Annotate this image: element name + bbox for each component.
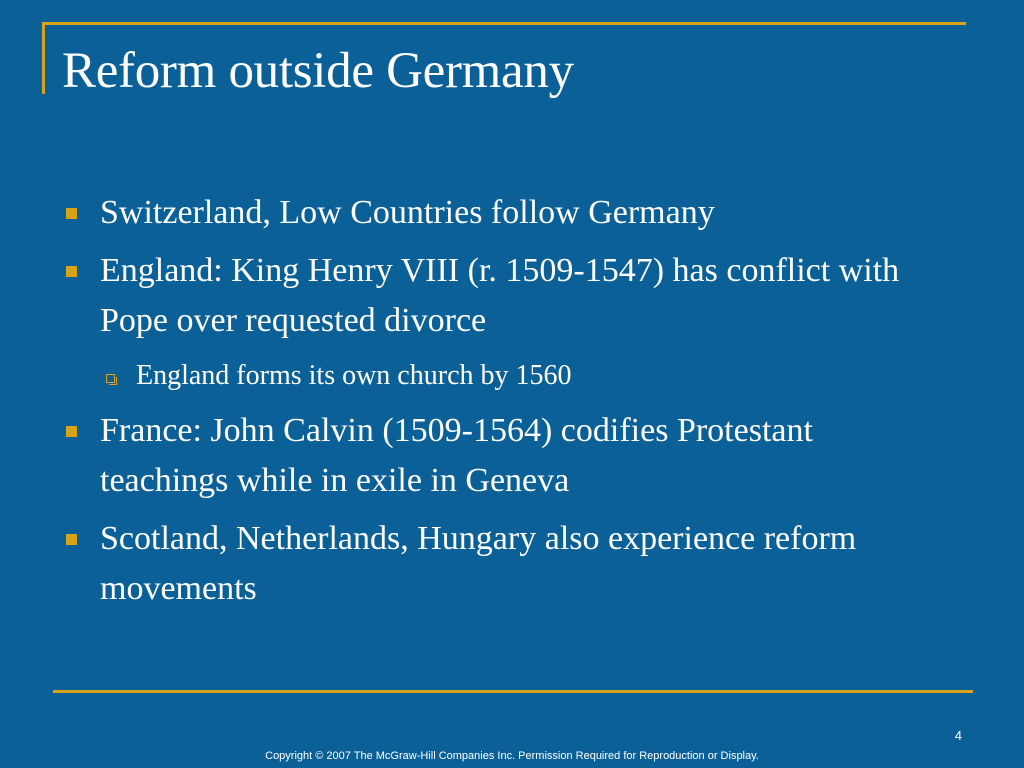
frame-top-rule	[42, 22, 966, 25]
page-number: 4	[954, 728, 962, 743]
footer-rule	[53, 690, 973, 693]
bullet-text: Switzerland, Low Countries follow Germany	[100, 194, 715, 231]
slide-title: Reform outside Germany	[62, 43, 574, 99]
bullet-item	[62, 406, 942, 506]
sub-bullet-text: England forms its own church by 1560	[136, 360, 572, 391]
square-bullet-icon	[66, 534, 77, 545]
copyright-notice: Copyright © 2007 The McGraw-Hill Companies Inc. Permission Required for Reproduction or Display.	[265, 750, 759, 762]
square-bullet-icon	[66, 426, 77, 437]
bullet-item	[62, 246, 942, 346]
square-bullet-icon	[66, 266, 77, 277]
square-bullet-icon	[66, 208, 77, 219]
bullet-text: France: John Calvin (1509-1564) codifies Protestant teachings while in exile in Geneva	[100, 412, 813, 499]
frame-left-rule	[42, 22, 45, 94]
bullet-item	[62, 514, 942, 614]
bullet-text: Scotland, Netherlands, Hungary also experience reform movements	[100, 520, 857, 607]
bullet-text: England: King Henry VIII (r. 1509-1547) has conflict with Pope over requested divorce	[100, 252, 900, 339]
hollow-square-bullet-icon	[106, 374, 115, 383]
sub-bullet-item	[62, 352, 942, 400]
bullet-item	[62, 188, 942, 238]
bullet-list	[62, 188, 942, 622]
